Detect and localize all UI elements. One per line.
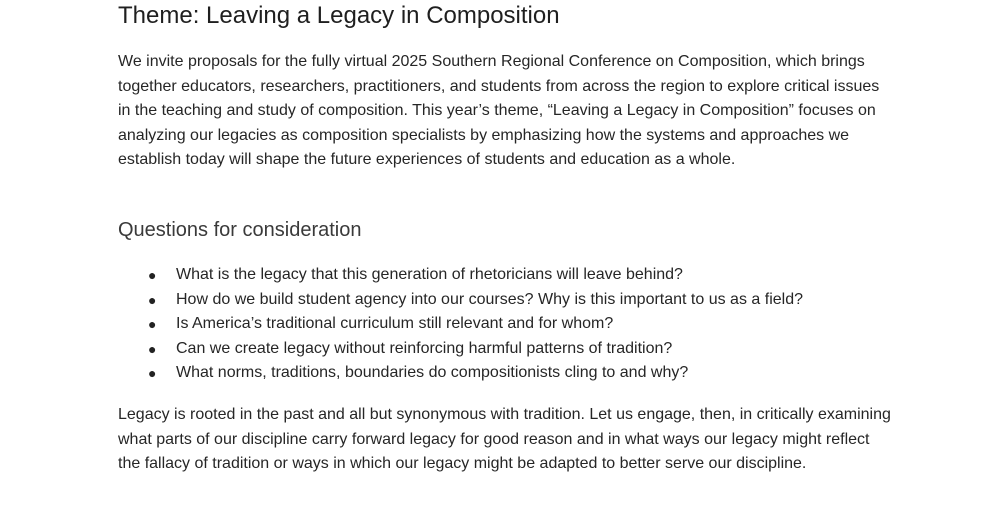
question-text: How do we build student agency into our courses? Why is this important to us as a field? (176, 290, 803, 308)
list-item (118, 312, 918, 337)
bullet-icon: ● (148, 340, 157, 357)
list-item (118, 337, 918, 362)
theme-title: Theme: Leaving a Legacy in Composition (118, 2, 560, 29)
list-item (118, 288, 918, 313)
bullet-icon: ● (148, 316, 157, 332)
question-text: Is America’s traditional curriculum still relevant and for whom? (176, 315, 614, 332)
bullet-icon: ● (148, 267, 157, 283)
questions-heading: Questions for consideration (118, 219, 362, 241)
question-text: What norms, traditions, boundaries do compositionists cling to and why? (176, 364, 689, 381)
closing-paragraph: Legacy is rooted in the past and all but synonymous with tradition. Let us engage, then, in critically examining what parts of our discipline carry forward legacy for good reason and in what ways our legacy might reflect the fallacy of tradition or ways in which our legacy might be adapted to better serve our discipline. (118, 406, 891, 472)
list-item (118, 361, 918, 386)
bullet-icon: ● (148, 291, 157, 308)
question-text: Can we create legacy without reinforcing harmful patterns of tradition? (176, 339, 673, 357)
list-item (118, 263, 918, 288)
question-text: What is the legacy that this generation of rhetoricians will leave behind? (176, 266, 683, 283)
bullet-icon: ● (148, 365, 157, 381)
intro-paragraph: We invite proposals for the fully virtual 2025 Southern Regional Conference on Composition, which brings together educators, researchers, practitioners, and students from across the region to explore critical issues in the teaching and study of composition. This year’s theme, “Leaving a Legacy in Composition” focuses on analyzing our legacies as composition specialists by emphasizing how the systems and approaches we establish today will shape the future experiences of students and education as a whole. (118, 53, 880, 168)
questions-list (118, 263, 918, 386)
